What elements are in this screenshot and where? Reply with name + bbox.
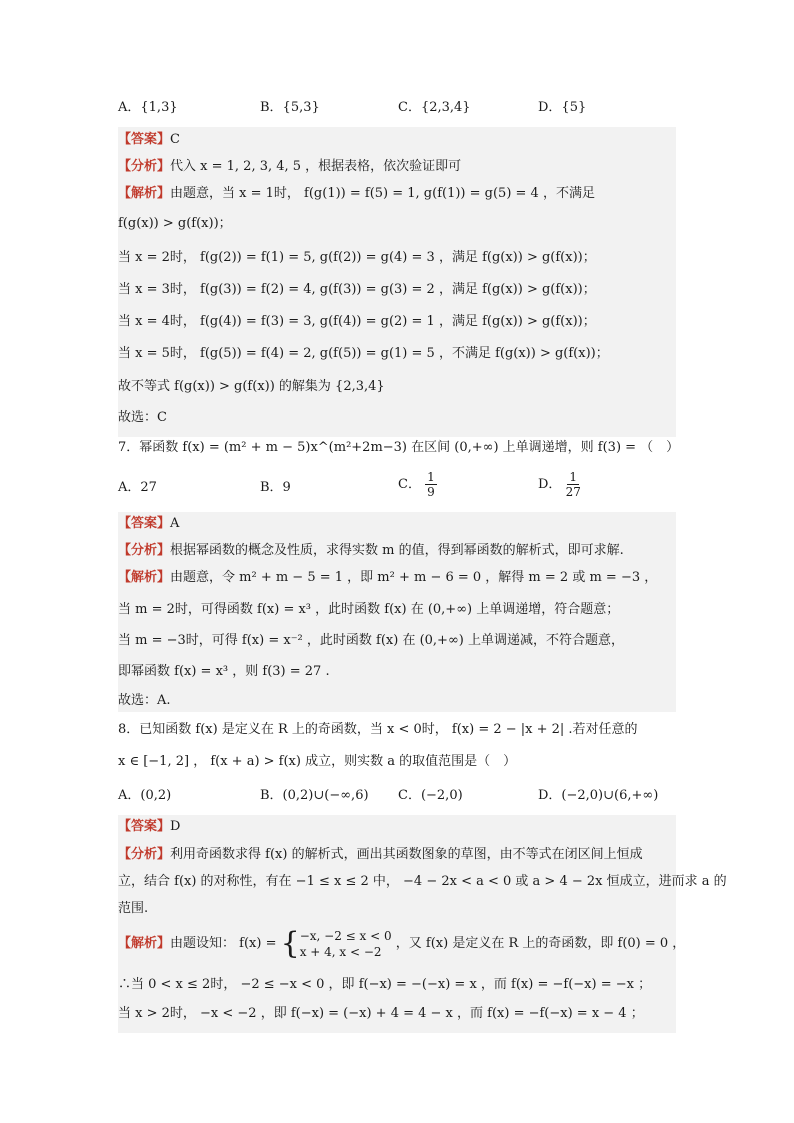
q6-solution-line-5: 当 x = 4时， f(g(4)) = f(3) = 3, g(f(4)) = g(2) = 1 ，满足 f(g(x)) > g(f(x))； [118,314,596,329]
q8-stem-line-2: x ∈ [−1, 2] ， f(x + a) > f(x) 成立，则实数 a 的取值范围是（ ） [118,754,517,769]
q7-answer [118,514,676,534]
q6-solution-line-2: f(g(x)) > g(f(x))； [118,216,232,231]
answer-tag: 【答案】 [118,819,171,834]
q6-solution-line-7: 故不等式 f(g(x)) > g(f(x)) 的解集为 {2,3,4} [118,379,385,394]
q6-analysis [118,157,676,177]
q6-solution-line-3: 当 x = 2时， f(g(2)) = f(1) = 5, g(f(2)) = g(4) = 3 ，满足 f(g(x)) > g(f(x))； [118,250,596,265]
fraction-denominator: 9 [427,485,435,499]
q7-analysis [118,541,676,561]
q7-option-c [398,470,437,499]
q8-option-a: A．(0,2) [118,788,172,803]
q6-solution-line-4: 当 x = 3时， f(g(3)) = f(2) = 4, g(f(3)) = g(3) = 2 ，满足 f(g(x)) > g(f(x))； [118,282,596,297]
q7-solution-line-1 [118,568,676,588]
q7-solution-line-3: 当 m = −3时，可得 f(x) = x⁻² ，此时函数 f(x) 在 (0,+∞) 上单调递减，不符合题意， [118,633,624,648]
q7-solution-line-4: 即幂函数 f(x) = x³ ，则 f(3) = 27 . [118,664,330,679]
fraction [425,470,437,499]
solution-text-continued: ，又 f(x) 是定义在 R 上的奇函数，即 f(0) = 0 ， [395,936,686,951]
q8-answer [118,817,676,837]
q7-option-a: A．27 [118,480,157,495]
q6-option-d: D．{5} [538,100,587,115]
analysis-text: 根据幂函数的概念及性质，求得实数 m 的值，得到幂函数的解析式，即可求解. [170,543,624,558]
fraction-denominator: 27 [565,485,581,499]
analysis-text: 代入 x = 1, 2, 3, 4, 5 ，根据表格，依次验证即可 [170,159,462,174]
q6-choose: 故选：C [118,410,167,425]
q7-stem: 7．幂函数 f(x) = (m² + m − 5)x^(m²+2m−3) 在区间 (0,+∞) 上单调递增，则 f(3) = （ ） [118,440,680,455]
solution-text: 由题意，令 m² + m − 5 = 1 ，即 m² + m − 6 = 0 ，解得 m = 2 或 m = −3 ， [170,570,658,585]
q6-answer [118,130,676,150]
solution-text: 由题设知： f(x) = [170,936,277,951]
solution-tag: 【解析】 [118,186,171,201]
answer-value: D [170,819,181,834]
piecewise-function [281,928,392,960]
solution-tag: 【解析】 [118,936,171,951]
q8-option-d: D．(−2,0)∪(6,+∞) [538,788,659,803]
answer-tag: 【答案】 [118,132,171,147]
q6-option-c: C．{2,3,4} [398,100,471,115]
piecewise-case-2: x + 4, x < −2 [299,945,382,959]
left-brace-icon: { [280,926,300,961]
analysis-tag: 【分析】 [118,159,171,174]
fraction-numerator: 1 [427,470,435,484]
answer-value: C [170,132,180,147]
solution-tag: 【解析】 [118,570,171,585]
q7-options [118,470,676,510]
fraction [566,470,581,499]
q8-stem-line-1: 8．已知函数 f(x) 是定义在 R 上的奇函数，当 x < 0时， f(x) = 2 − |x + 2| .若对任意的 [118,722,638,737]
analysis-tag: 【分析】 [118,543,171,558]
q7-option-d [538,470,581,499]
q7-solution-line-2: 当 m = 2时，可得函数 f(x) = x³ ，此时函数 f(x) 在 (0,+∞) 上单调递增，符合题意； [118,602,620,617]
q8-option-b: B．(0,2)∪(−∞,6) [260,788,369,803]
fraction-numerator: 1 [569,470,578,484]
q8-solution-line-2: ∴当 0 < x ≤ 2时， −2 ≤ −x < 0 ，即 f(−x) = −(−x) = x ，而 f(x) = −f(−x) = −x ； [118,977,652,992]
q8-option-c: C．(−2,0) [398,788,463,803]
analysis-text: 利用奇函数求得 f(x) 的解析式，画出其函数图象的草图，由不等式在闭区间上恒成 [170,847,643,862]
q8-solution-line-3: 当 x > 2时， −x < −2 ，即 f(−x) = (−x) + 4 = 4 − x ，而 f(x) = −f(−x) = x − 4 ； [118,1006,644,1021]
piecewise-cases [300,928,392,960]
q8-analysis-line-1 [118,845,676,865]
option-label: C． [398,477,421,492]
q7-choose: 故选：A. [118,693,171,708]
q6-option-b: B．{5,3} [260,100,320,115]
q8-analysis-line-2: 立，结合 f(x) 的对称性，有在 −1 ≤ x ≤ 2 中， −4 − 2x < a < 0 或 a > 4 − 2x 恒成立，进而求 a 的 [118,874,727,889]
answer-value: A [170,516,180,531]
solution-text: 由题意，当 x = 1时， f(g(1)) = f(5) = 1, g(f(1)) = g(5) = 4 ，不满足 [170,186,595,201]
q6-option-a: A．{1,3} [118,100,178,115]
q7-option-b: B．9 [260,480,291,495]
q8-solution-line-1 [118,926,686,962]
q6-solution-line-6: 当 x = 5时， f(g(5)) = f(4) = 2, g(f(5)) = g(1) = 5 ，不满足 f(g(x)) > g(f(x))； [118,346,609,361]
q6-solution-line-1 [118,184,676,204]
analysis-tag: 【分析】 [118,847,171,862]
piecewise-case-1: −x, −2 ≤ x < 0 [299,929,392,943]
option-label: D． [538,477,562,492]
q8-analysis-line-3: 范围. [118,901,149,916]
answer-tag: 【答案】 [118,516,171,531]
